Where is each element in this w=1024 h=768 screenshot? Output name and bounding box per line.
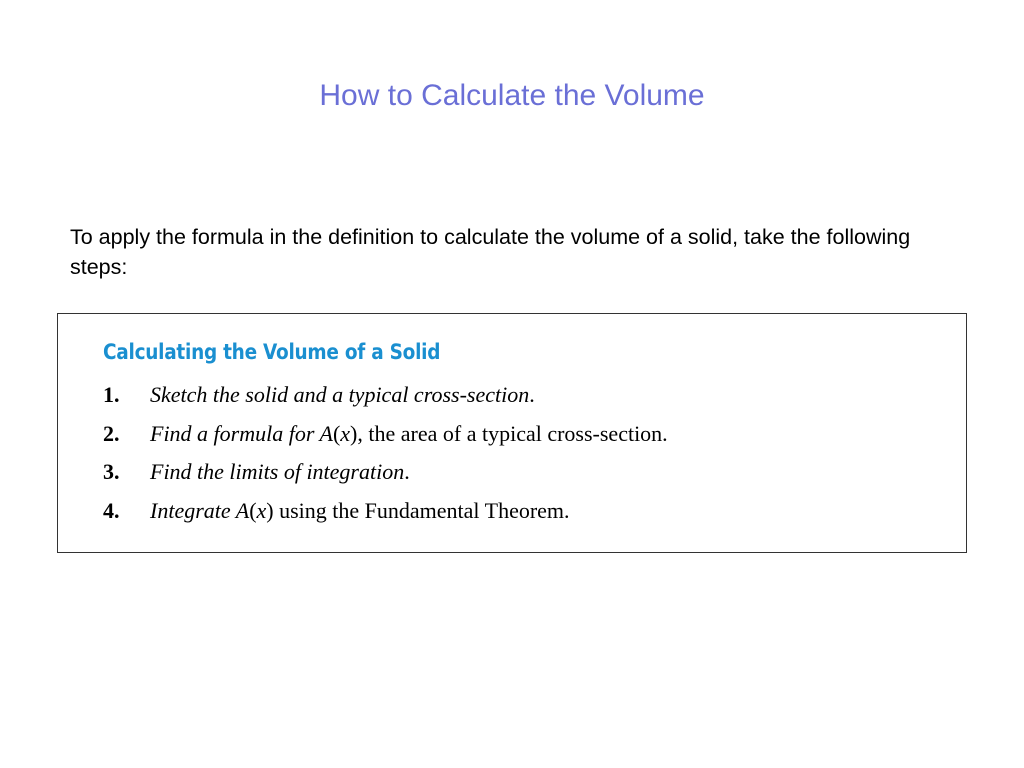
step-paren-open: ( (249, 497, 257, 523)
step-number: 2. (103, 420, 120, 446)
step-italic-text: Find the limits of integration (150, 459, 405, 484)
step-plain-text: , the area of a typical cross-section. (357, 420, 668, 446)
step-variable: x (340, 420, 351, 446)
step-plain-text: . (404, 459, 410, 484)
step-italic-text: Sketch the solid and a typical cross-section (150, 382, 530, 407)
step-plain-text: using the Fundamental Theorem. (273, 497, 570, 523)
procedure-step (103, 459, 668, 498)
procedure-box (57, 313, 967, 553)
procedure-steps-list (103, 382, 668, 536)
step-paren-open: ( (332, 420, 341, 446)
step-plain-text: . (529, 382, 535, 407)
step-paren-close: ) (350, 420, 358, 446)
step-number: 3. (103, 459, 120, 484)
step-text (150, 382, 535, 408)
intro-paragraph: To apply the formula in the definition to calculate the volume of a solid, take the following steps: (70, 225, 911, 279)
step-paren-close: ) (266, 497, 274, 523)
procedure-box-title: Calculating the Volume of a Solid (103, 340, 441, 364)
step-variable: x (256, 497, 267, 523)
step-italic-text: Integrate A (150, 497, 250, 523)
slide-title: How to Calculate the Volume (319, 79, 705, 112)
step-text (150, 421, 668, 447)
step-text (150, 498, 570, 524)
procedure-step (103, 498, 668, 537)
step-number: 1. (103, 382, 120, 407)
procedure-step (103, 421, 668, 460)
procedure-step (103, 382, 668, 421)
step-text (150, 459, 410, 485)
step-italic-text: Find a formula for A (150, 420, 333, 446)
step-number: 4. (103, 497, 120, 523)
